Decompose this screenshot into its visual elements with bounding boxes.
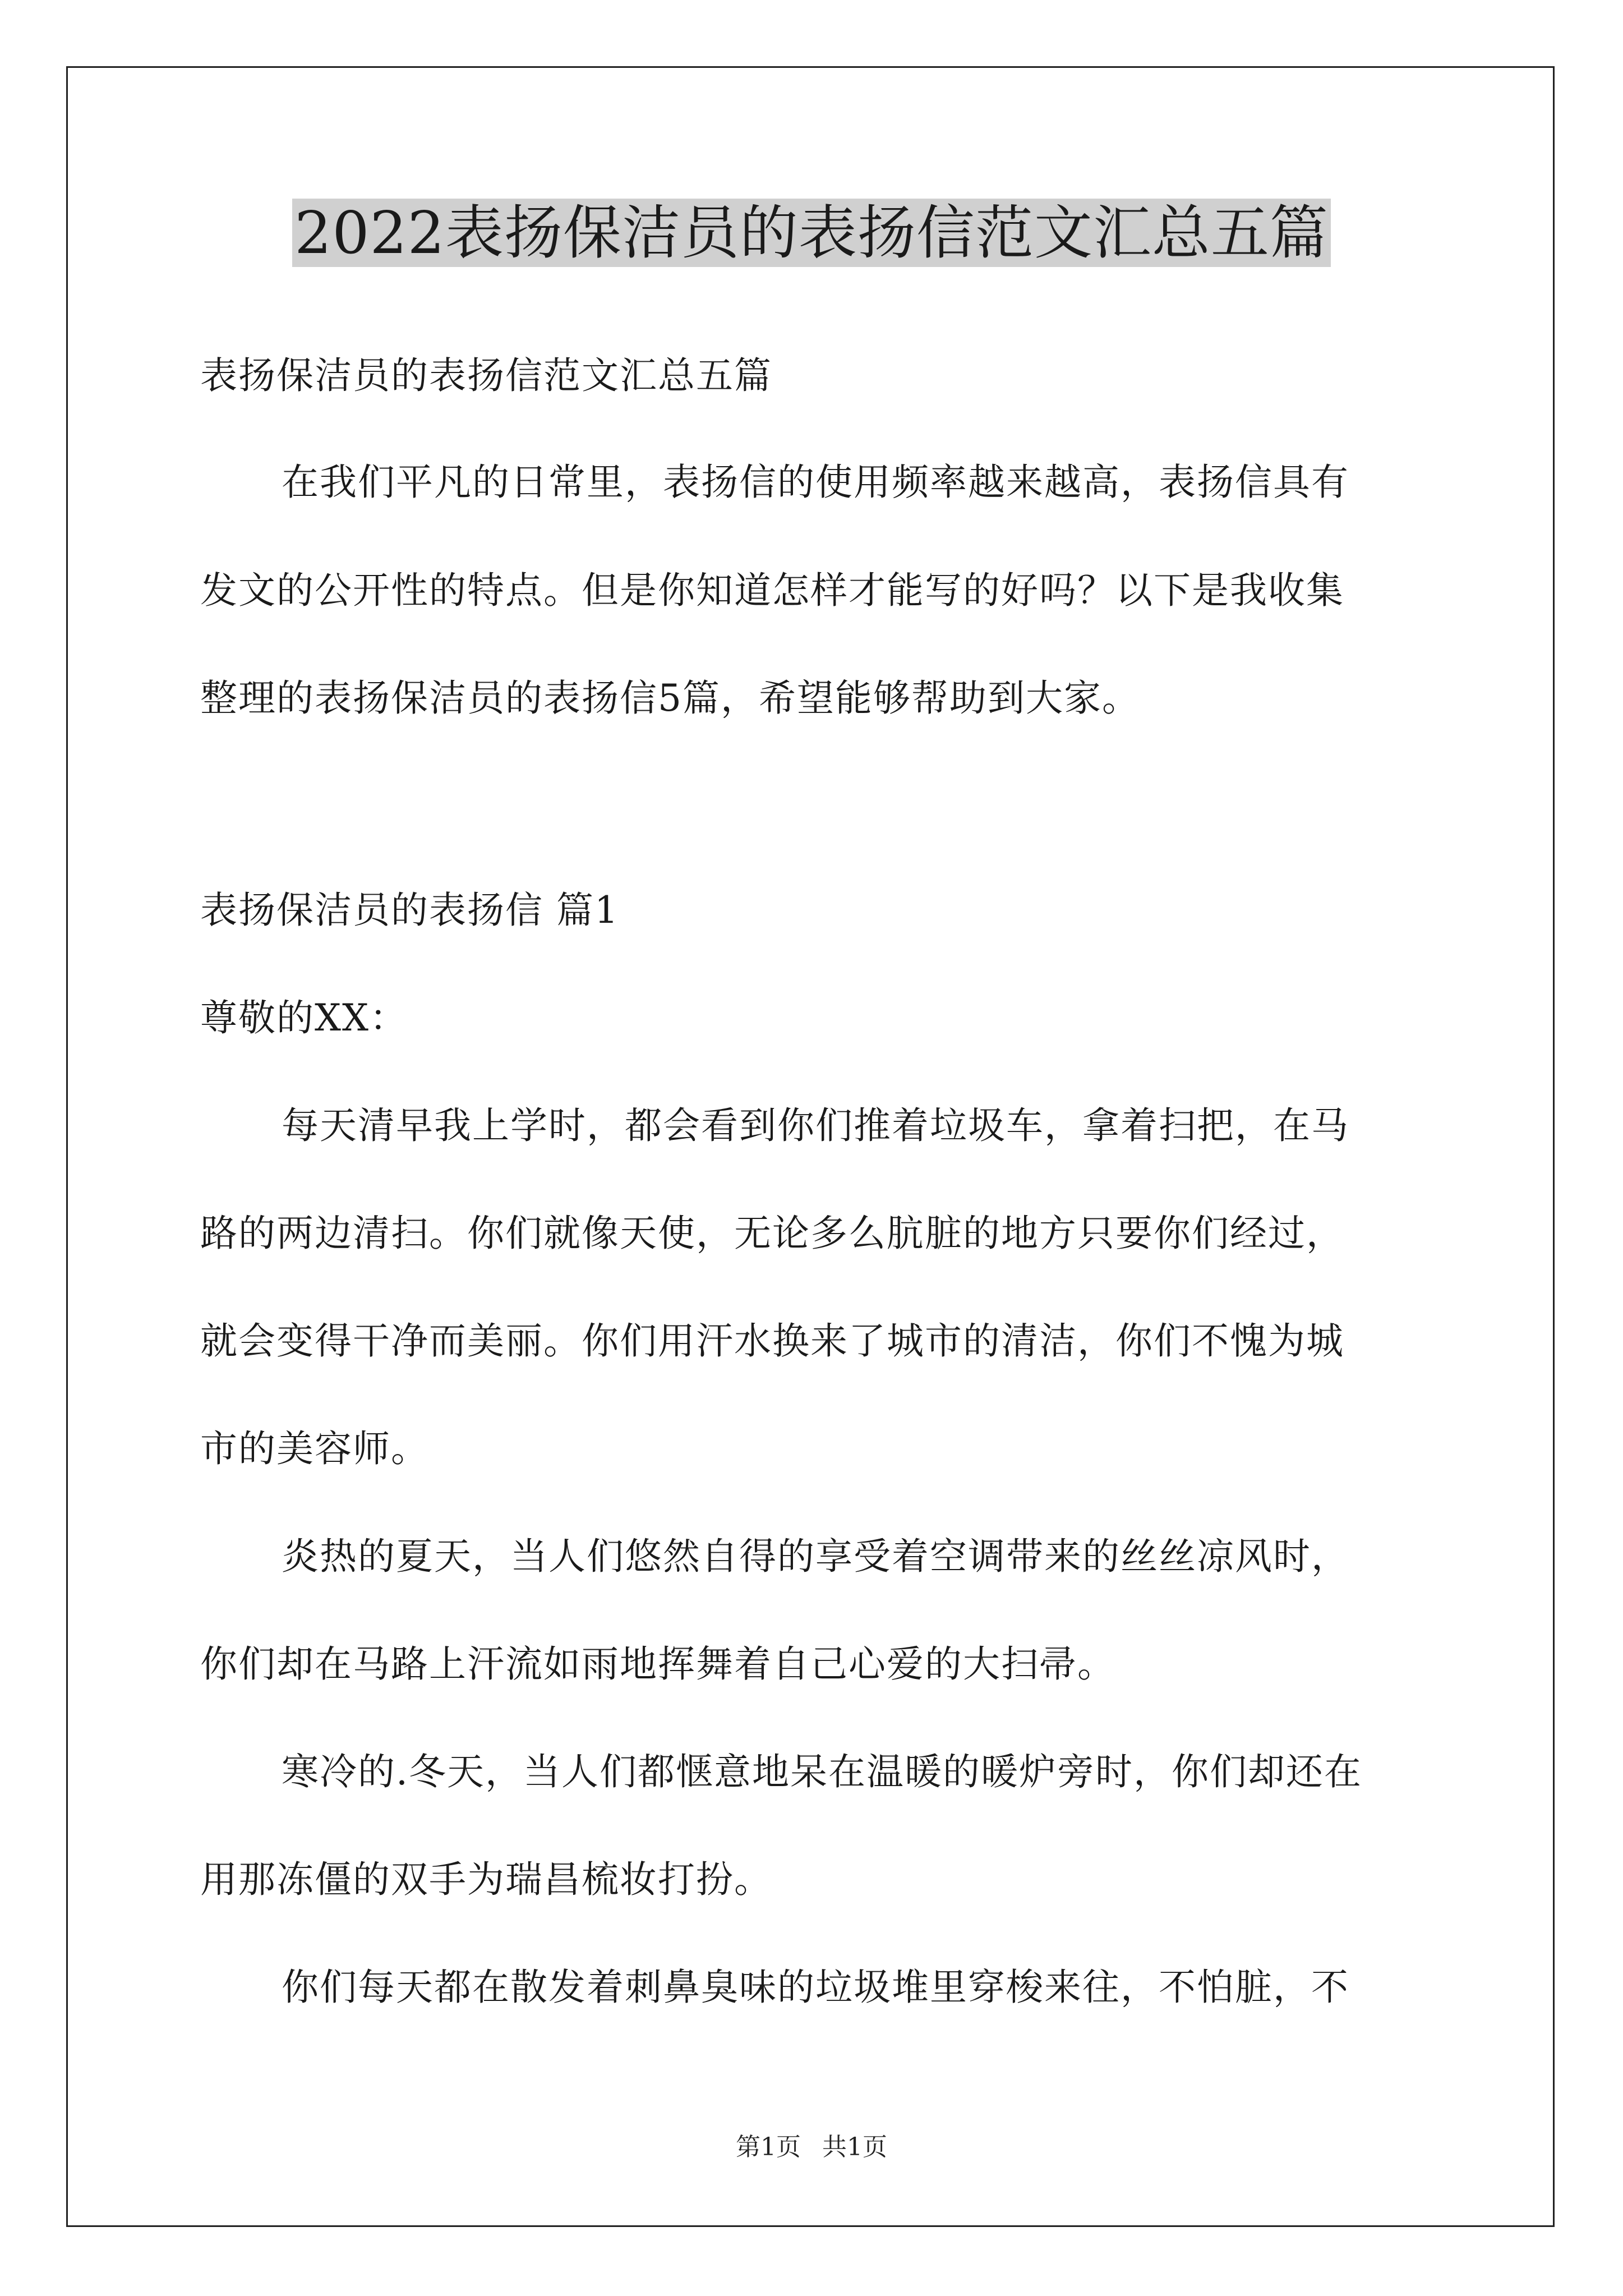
- body-line: 用那冻僵的双手为瑞昌梳妆打扮。: [200, 1858, 772, 1901]
- document-title-text: 2022表扬保洁员的表扬信范文汇总五篇: [292, 199, 1331, 267]
- page-number: 第1页: [736, 2133, 801, 2161]
- intro-line: 在我们平凡的日常里，表扬信的使用频率越来越高，表扬信具有: [282, 461, 1349, 504]
- document-title: [0, 194, 1623, 272]
- salutation: 尊敬的XX：: [200, 996, 408, 1039]
- body-line: 市的美容师。: [200, 1427, 429, 1470]
- page-footer: [0, 2131, 1623, 2164]
- body-line: 每天清早我上学时，都会看到你们推着垃圾车，拿着扫把，在马: [282, 1104, 1349, 1147]
- body-line: 就会变得干净而美丽。你们用汗水换来了城市的清洁，你们不愧为城: [200, 1319, 1344, 1363]
- body-line: 寒冷的.冬天，当人们都惬意地呆在温暖的暖炉旁时，你们却还在: [282, 1750, 1362, 1793]
- page-total: 共1页: [822, 2133, 887, 2161]
- section-heading: 表扬保洁员的表扬信 篇1: [200, 889, 619, 932]
- subtitle: 表扬保洁员的表扬信范文汇总五篇: [200, 354, 772, 397]
- intro-line: 发文的公开性的特点。但是你知道怎样才能写的好吗？以下是我收集: [200, 569, 1344, 612]
- intro-line: 整理的表扬保洁员的表扬信5篇，希望能够帮助到大家。: [200, 677, 1140, 720]
- body-line: 你们每天都在散发着刺鼻臭味的垃圾堆里穿梭来往，不怕脏，不: [282, 1966, 1349, 2009]
- body-line: 炎热的夏天，当人们悠然自得的享受着空调带来的丝丝凉风时，: [282, 1535, 1349, 1578]
- body-line: 你们却在马路上汗流如雨地挥舞着自己心爱的大扫帚。: [200, 1642, 1115, 1686]
- body-line: 路的两边清扫。你们就像天使，无论多么肮脏的地方只要你们经过，: [200, 1212, 1344, 1255]
